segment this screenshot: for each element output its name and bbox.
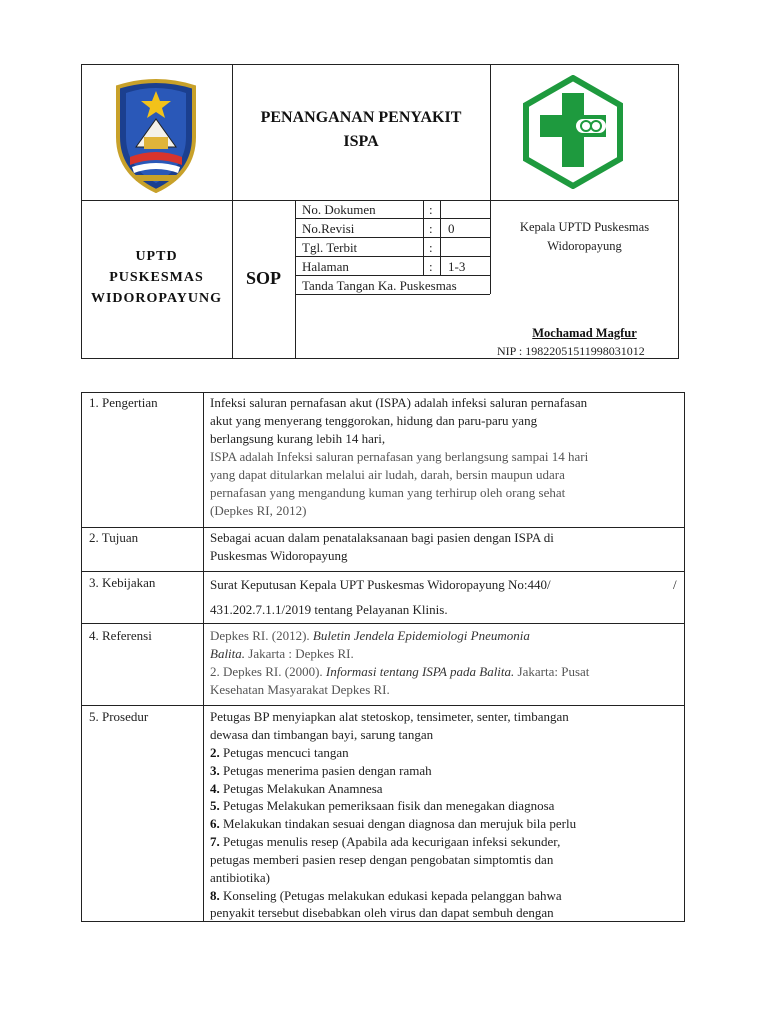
meta-sep: :: [429, 221, 433, 236]
referensi-line3: 2. Depkes RI. (2000). Informasi tentang ISPA pada Balita. Jakarta: Pusat: [210, 664, 590, 679]
prosedur-step-cont: antibiotika): [210, 870, 270, 885]
referensi-line4: Kesehatan Masyarakat Depkes RI.: [210, 682, 390, 697]
kebijakan-text: 431.202.7.1.1/2019 tentang Pelayanan Klinis.: [210, 602, 448, 617]
kebijakan-text-slash: /: [673, 577, 677, 592]
pengertian-text: (Depkes RI, 2012): [210, 503, 307, 518]
tujuan-text: Puskesmas Widoropayung: [210, 548, 348, 563]
meta-sep: :: [429, 240, 433, 255]
row-label-tujuan: 2. Tujuan: [89, 530, 139, 545]
meta-label-no-dokumen: No. Dokumen: [302, 202, 376, 217]
prosedur-step: 7. Petugas menulis resep (Apabila ada kecurigaan infeksi sekunder,: [210, 834, 561, 849]
prosedur-step-cont: penyakit tersebut disebabkan oleh virus dan dapat sembuh dengan: [210, 905, 554, 920]
prosedur-step: 4. Petugas Melakukan Anamnesa: [210, 781, 383, 796]
prosedur-step: 2. Petugas mencuci tangan: [210, 745, 349, 760]
meta-label-halaman: Halaman: [302, 259, 349, 274]
head-nip: NIP : 19822051511998031012: [497, 344, 645, 358]
row-label-referensi: 4. Referensi: [89, 628, 152, 643]
sop-label: SOP: [245, 268, 281, 288]
org-name-line1: UPTD: [135, 249, 178, 264]
head-title-line2: Widoropayung: [547, 239, 622, 253]
row-label-pengertian: 1. Pengertian: [89, 395, 158, 410]
kebijakan-text: Surat Keputusan Kepala UPT Puskesmas Widoropayung No:440/: [210, 577, 551, 592]
signature-label: Tanda Tangan Ka. Puskesmas: [302, 278, 457, 293]
document-title-line2: ISPA: [343, 133, 379, 150]
tujuan-text: Sebagai acuan dalam penatalaksanaan bagi pasien dengan ISPA di: [210, 530, 554, 545]
org-name-line3: WIDOROPAYUNG: [90, 291, 222, 306]
pengertian-text: akut yang menyerang tenggorokan, hidung dan paru-paru yang: [210, 413, 538, 428]
meta-sep: :: [429, 202, 433, 217]
pengertian-text: berlangsung kurang lebih 14 hari,: [210, 431, 386, 446]
meta-sep: :: [429, 259, 433, 274]
prosedur-step: 5. Petugas Melakukan pemeriksaan fisik dan menegakan diagnosa: [210, 798, 555, 813]
pengertian-text: yang dapat ditularkan melalui air ludah, darah, bersin maupun udara: [210, 467, 565, 482]
row-label-prosedur: 5. Prosedur: [89, 709, 149, 724]
meta-label-no-revisi: No.Revisi: [302, 221, 355, 236]
puskesmas-logo: [518, 75, 628, 189]
pengertian-text: ISPA adalah Infeksi saluran pernafasan yang berlangsung sampai 14 hari: [210, 449, 589, 464]
document-title-line1: PENANGANAN PENYAKIT: [260, 109, 462, 126]
row-label-kebijakan: 3. Kebijakan: [89, 575, 156, 590]
referensi-line1: Depkes RI. (2012). Buletin Jendela Epidemiologi Pneumonia: [210, 628, 530, 643]
meta-label-tgl-terbit: Tgl. Terbit: [302, 240, 358, 255]
head-name: Mochamad Magfur: [532, 326, 637, 340]
pengertian-text: Infeksi saluran pernafasan akut (ISPA) adalah infeksi saluran pernafasan: [210, 395, 588, 410]
referensi-line2: Balita. Jakarta : Depkes RI.: [210, 646, 354, 661]
regional-crest-logo: [114, 77, 198, 193]
prosedur-step: 3. Petugas menerima pasien dengan ramah: [210, 763, 432, 778]
prosedur-intro: dewasa dan timbangan bayi, sarung tangan: [210, 727, 434, 742]
prosedur-intro: Petugas BP menyiapkan alat stetoskop, tensimeter, senter, timbangan: [210, 709, 569, 724]
head-title-line1: Kepala UPTD Puskesmas: [519, 220, 650, 234]
prosedur-step: 6. Melakukan tindakan sesuai dengan diagnosa dan merujuk bila perlu: [210, 816, 577, 831]
org-name-line2: PUSKESMAS: [109, 270, 204, 285]
prosedur-step-cont: petugas memberi pasien resep dengan pengobatan simptomtis dan: [210, 852, 554, 867]
pengertian-text: pernafasan yang mengandung kuman yang terhirup oleh orang sehat: [210, 485, 566, 500]
meta-value-no-revisi: 0: [448, 221, 455, 236]
meta-value-halaman: 1-3: [448, 259, 466, 274]
prosedur-step: 8. Konseling (Petugas melakukan edukasi kepada pelanggan bahwa: [210, 888, 562, 903]
